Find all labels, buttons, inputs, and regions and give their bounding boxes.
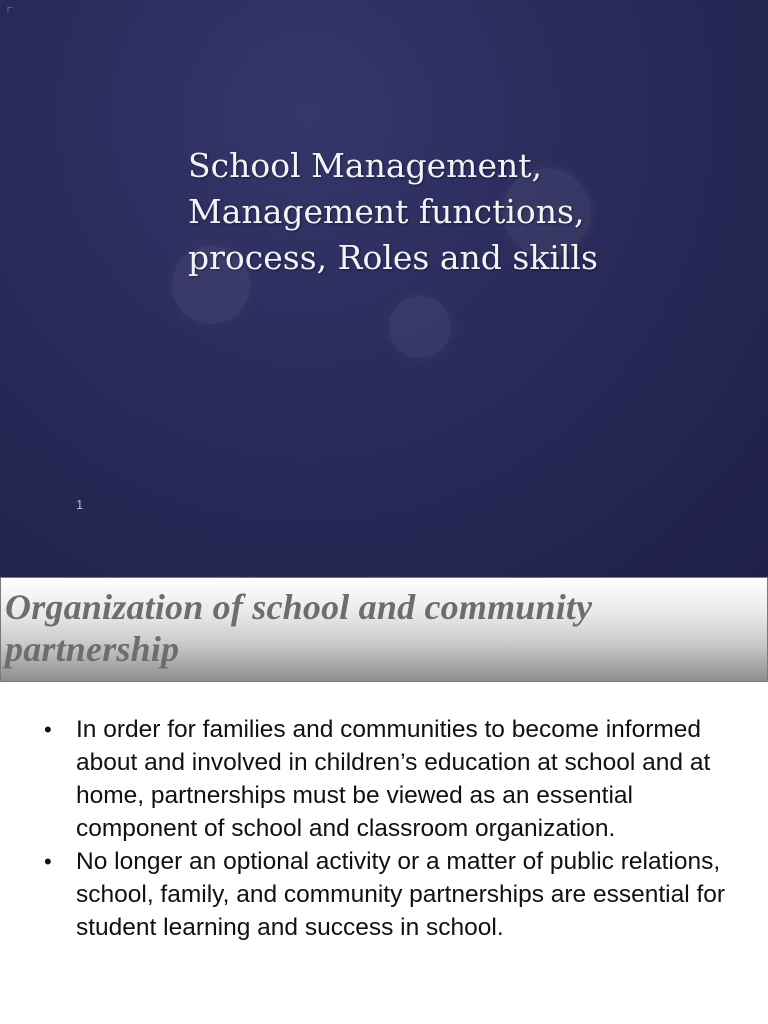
content-slide <box>0 577 768 1024</box>
corner-bracket-icon: ⌜ <box>6 4 14 23</box>
decorative-bubble <box>389 296 451 358</box>
slide-heading: Organization of school and community partnership <box>5 587 593 669</box>
bullet-text: No longer an optional activity or a matter of public relations, school, family, and community partnerships are essential for student learning and success in school. <box>76 848 726 941</box>
bullet-icon: • <box>44 717 52 742</box>
slide-header <box>0 577 768 682</box>
bullet-text: In order for families and communities to become informed about and involved in children’s education at school and at home, partnerships must be viewed as an essential component of school and classroom organization. <box>76 716 711 842</box>
slide-title <box>188 143 708 281</box>
bullet-list <box>44 713 744 944</box>
list-item <box>44 713 744 845</box>
list-item <box>44 845 744 944</box>
title-line: process, Roles and skills <box>188 238 598 277</box>
bullet-icon: • <box>44 849 52 874</box>
title-line: Management functions, <box>188 192 585 231</box>
slide-number: 1 <box>76 497 84 512</box>
title-line: School Management, <box>188 146 542 185</box>
